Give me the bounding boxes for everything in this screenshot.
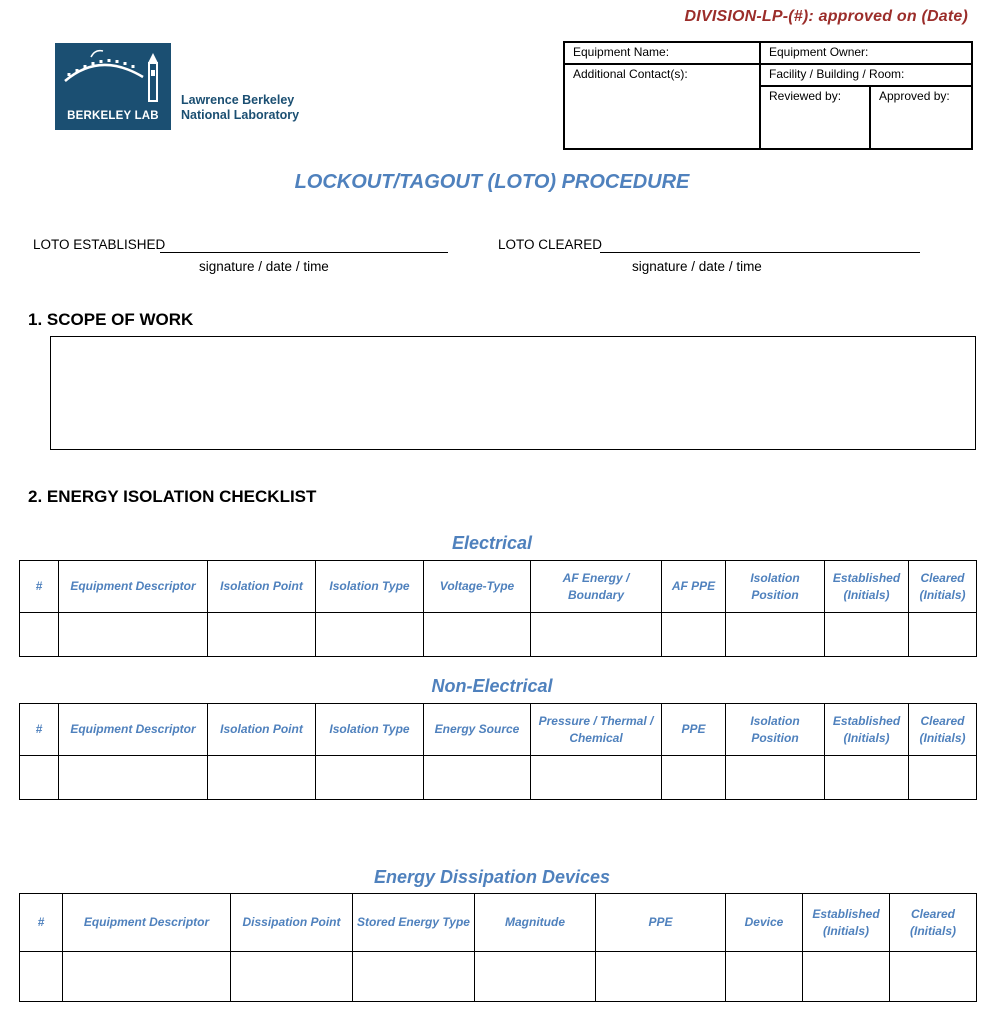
cell[interactable] <box>20 952 63 1002</box>
cell[interactable] <box>662 613 726 657</box>
established-signature-caption: signature / date / time <box>199 259 329 274</box>
additional-contacts-field[interactable]: Additional Contact(s): <box>564 64 760 149</box>
cell[interactable] <box>726 613 825 657</box>
cell[interactable] <box>803 952 890 1002</box>
col-isolation-type: Isolation Type <box>316 704 424 756</box>
cell[interactable] <box>825 613 909 657</box>
cell[interactable] <box>531 756 662 800</box>
col-number: # <box>20 894 63 952</box>
col-equipment-descriptor: Equipment Descriptor <box>59 704 208 756</box>
cell[interactable] <box>59 756 208 800</box>
campanile-dome-icon <box>55 43 171 103</box>
equipment-info-table <box>563 41 973 150</box>
cell[interactable] <box>208 613 316 657</box>
col-isolation-point: Isolation Point <box>208 704 316 756</box>
col-isolation-position: Isolation Position <box>726 561 825 613</box>
cell[interactable] <box>316 756 424 800</box>
berkeley-lab-logo <box>55 43 171 130</box>
col-isolation-point: Isolation Point <box>208 561 316 613</box>
cell[interactable] <box>20 613 59 657</box>
col-equipment-descriptor: Equipment Descriptor <box>63 894 231 952</box>
cell[interactable] <box>63 952 231 1002</box>
cell[interactable] <box>662 756 726 800</box>
dissipation-table <box>19 893 977 1002</box>
loto-established-signature-line[interactable] <box>160 252 448 253</box>
col-cleared-initials: Cleared (Initials) <box>909 561 977 613</box>
cell[interactable] <box>231 952 353 1002</box>
cleared-signature-caption: signature / date / time <box>632 259 762 274</box>
energy-isolation-heading: 2. ENERGY ISOLATION CHECKLIST <box>28 487 317 506</box>
cell[interactable] <box>825 756 909 800</box>
lab-name-line1: Lawrence Berkeley <box>181 93 295 107</box>
table-row <box>20 756 977 800</box>
scope-of-work-box[interactable] <box>50 336 976 450</box>
col-dissipation-point: Dissipation Point <box>231 894 353 952</box>
cell[interactable] <box>208 756 316 800</box>
cell[interactable] <box>59 613 208 657</box>
scope-of-work-heading: 1. SCOPE OF WORK <box>28 310 194 329</box>
lab-name-line2: National Laboratory <box>181 108 300 122</box>
col-number: # <box>20 704 59 756</box>
cell[interactable] <box>726 952 803 1002</box>
col-af-energy-boundary: AF Energy / Boundary <box>531 561 662 613</box>
col-cleared-initials: Cleared (Initials) <box>909 704 977 756</box>
col-ppe: PPE <box>596 894 726 952</box>
col-pressure-thermal-chemical: Pressure / Thermal / Chemical <box>531 704 662 756</box>
col-stored-energy-type: Stored Energy Type <box>353 894 475 952</box>
loto-cleared-label: LOTO CLEARED <box>498 237 603 252</box>
cell[interactable] <box>316 613 424 657</box>
loto-established-label: LOTO ESTABLISHED <box>33 237 166 252</box>
equipment-owner-field[interactable]: Equipment Owner: <box>760 42 972 64</box>
loto-cleared-signature-line[interactable] <box>600 252 920 253</box>
cell[interactable] <box>726 756 825 800</box>
equipment-name-field[interactable]: Equipment Name: <box>564 42 760 64</box>
col-magnitude: Magnitude <box>475 894 596 952</box>
col-isolation-type: Isolation Type <box>316 561 424 613</box>
cell[interactable] <box>890 952 977 1002</box>
col-ppe: PPE <box>662 704 726 756</box>
facility-building-room-field[interactable]: Facility / Building / Room: <box>760 64 972 86</box>
col-established-initials: Established (Initials) <box>825 561 909 613</box>
col-isolation-position: Isolation Position <box>726 704 825 756</box>
col-device: Device <box>726 894 803 952</box>
cell[interactable] <box>531 613 662 657</box>
col-energy-source: Energy Source <box>424 704 531 756</box>
col-number: # <box>20 561 59 613</box>
cell[interactable] <box>353 952 475 1002</box>
non-electrical-table <box>19 703 977 800</box>
cell[interactable] <box>424 756 531 800</box>
reviewed-by-field[interactable]: Reviewed by: <box>760 86 870 149</box>
cell[interactable] <box>424 613 531 657</box>
table-row <box>20 613 977 657</box>
col-af-ppe: AF PPE <box>662 561 726 613</box>
page-title: LOCKOUT/TAGOUT (LOTO) PROCEDURE <box>294 171 690 193</box>
non-electrical-table-title: Non-Electrical <box>431 676 553 696</box>
col-voltage-type: Voltage-Type <box>424 561 531 613</box>
cell[interactable] <box>909 756 977 800</box>
division-approval-note: DIVISION-LP-(#): approved on (Date) <box>684 8 968 25</box>
cell[interactable] <box>909 613 977 657</box>
dissipation-table-title: Energy Dissipation Devices <box>373 867 611 887</box>
table-row <box>20 952 977 1002</box>
cell[interactable] <box>596 952 726 1002</box>
col-cleared-initials: Cleared (Initials) <box>890 894 977 952</box>
approved-by-field[interactable]: Approved by: <box>870 86 972 149</box>
lab-name <box>181 93 299 123</box>
col-established-initials: Established (Initials) <box>803 894 890 952</box>
logo-wordmark: BERKELEY LAB <box>67 110 159 122</box>
electrical-table-title: Electrical <box>451 533 533 553</box>
cell[interactable] <box>475 952 596 1002</box>
col-equipment-descriptor: Equipment Descriptor <box>59 561 208 613</box>
electrical-table <box>19 560 977 657</box>
col-established-initials: Established (Initials) <box>825 704 909 756</box>
cell[interactable] <box>20 756 59 800</box>
